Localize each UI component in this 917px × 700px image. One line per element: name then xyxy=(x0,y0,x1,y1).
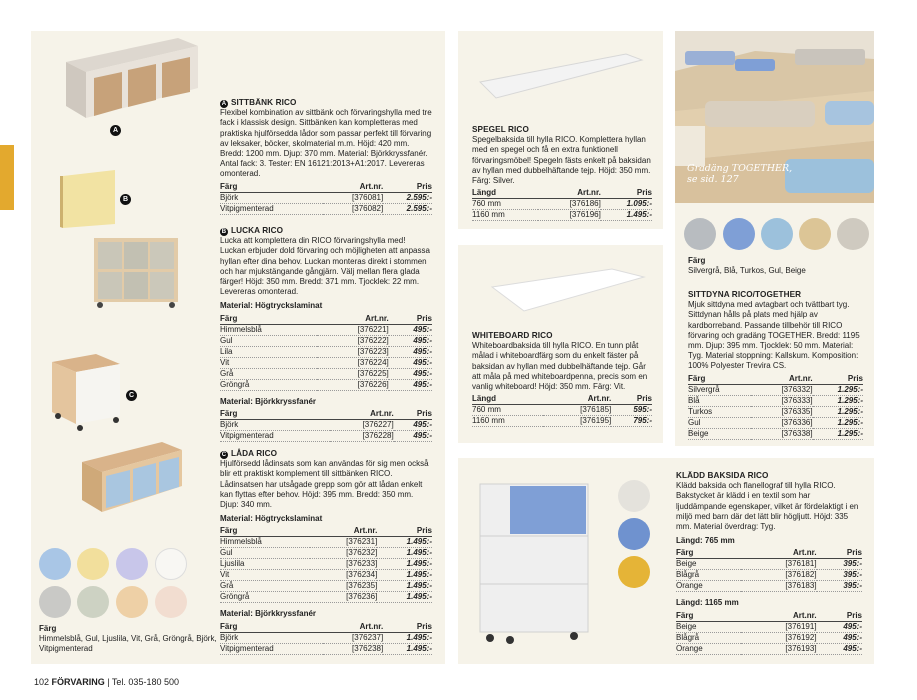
cell-farg: Gul xyxy=(220,548,310,559)
table-row xyxy=(472,199,652,210)
swatch-ljuslila xyxy=(116,548,148,580)
header-pris: Pris xyxy=(601,188,652,199)
lucka-description: Lucka att komplettera din RICO förvaringshylla med! Luckan erbjuder dold förvaring och möjligheten att anpassa hyllan efter dina behov. Luckan monteras direkt i stommen och har mjukstängande gångjärn. Välj mellan flera glada färger! Höjd: 350 mm. Bredd: 371 mm. Tjocklek: 22 mm. Levereras omonterad. xyxy=(220,236,430,297)
header-artnr: Art.nr. xyxy=(323,182,383,193)
lucka-badge-icon: B xyxy=(221,229,227,235)
table-row xyxy=(220,192,432,203)
cell-artnr: [376227] xyxy=(330,419,394,430)
header-artnr: Art.nr. xyxy=(538,188,601,199)
header-pris: Pris xyxy=(383,622,432,633)
header-pris: Pris xyxy=(383,182,432,193)
cell-artnr: [376338] xyxy=(751,428,813,439)
lada-price-table-2 xyxy=(220,622,432,655)
table-row xyxy=(676,581,862,592)
cell-artnr: [376183] xyxy=(741,581,817,592)
header-farg: Färg xyxy=(220,314,317,325)
page-footer xyxy=(34,677,179,687)
cell-pris: 495:- xyxy=(394,430,432,441)
cell-pris: 395:- xyxy=(817,559,862,570)
kladd-length-2: Längd: 1165 mm xyxy=(676,598,739,608)
cell-artnr: [376196] xyxy=(538,210,601,221)
cell-artnr: [376238] xyxy=(323,643,383,654)
cell-artnr: [376235] xyxy=(310,581,377,592)
table-row xyxy=(220,632,432,643)
header-farg: Färg xyxy=(220,182,323,193)
bench-with-drawers-image xyxy=(78,436,186,518)
cell-langd: 760 mm xyxy=(472,405,543,416)
spegel-title: SPEGEL RICO xyxy=(472,125,529,134)
cell-farg: Silvergrå xyxy=(688,384,751,395)
cell-farg: Gröngrå xyxy=(220,592,310,603)
cell-pris: 495:- xyxy=(817,632,862,643)
cell-farg: Grå xyxy=(220,368,317,379)
header-pris: Pris xyxy=(611,394,652,405)
swatch-beige-fabric xyxy=(618,480,650,512)
footer-phone: Tel. 035-180 500 xyxy=(111,677,179,687)
table-row xyxy=(220,643,432,654)
header-langd: Längd xyxy=(472,394,543,405)
table-row xyxy=(688,406,863,417)
badge-a: A xyxy=(110,125,121,136)
sittbank-title: SITTBÄNK RICO xyxy=(231,98,297,107)
cell-farg: Grå xyxy=(220,581,310,592)
swatch-legend-text: Himmelsblå, Gul, Ljuslila, Vit, Grå, Gröngrå, Björk, Vitpigmenterad xyxy=(39,634,217,654)
header-pris: Pris xyxy=(817,548,862,559)
cell-pris: 495:- xyxy=(389,346,432,357)
photo-caption-line-2: se sid. 127 xyxy=(687,174,739,185)
cell-farg: Björk xyxy=(220,419,330,430)
sittdyna-swatch-label: Färg xyxy=(688,256,706,265)
cell-pris: 1.295:- xyxy=(813,406,863,417)
cell-farg: Gröngrå xyxy=(220,379,317,390)
cell-farg: Gul xyxy=(688,417,751,428)
spegel-price-table xyxy=(472,188,652,221)
swatch-bla xyxy=(723,218,755,250)
swatch-gul xyxy=(77,548,109,580)
cell-farg: Blågrå xyxy=(676,632,741,643)
table-row xyxy=(220,419,432,430)
cell-pris: 1.495:- xyxy=(377,559,432,570)
cell-farg: Vitpigmenterad xyxy=(220,643,323,654)
cell-farg: Blågrå xyxy=(676,570,741,581)
cell-artnr: [376336] xyxy=(751,417,813,428)
cell-pris: 1.495:- xyxy=(383,632,432,643)
cell-farg: Orange xyxy=(676,581,741,592)
swatch-beige xyxy=(837,218,869,250)
header-artnr: Art.nr. xyxy=(310,526,377,537)
cell-pris: 495:- xyxy=(389,379,432,390)
cell-farg: Blå xyxy=(688,395,751,406)
cell-pris: 1.095:- xyxy=(601,199,652,210)
cell-artnr: [376182] xyxy=(741,570,817,581)
cell-artnr: [376335] xyxy=(751,406,813,417)
cell-pris: 1.295:- xyxy=(813,395,863,406)
cell-pris: 1.295:- xyxy=(813,428,863,439)
bench-image xyxy=(58,36,203,131)
cell-farg: Vit xyxy=(220,570,310,581)
table-row xyxy=(220,368,432,379)
box-image xyxy=(46,350,126,432)
cell-pris: 1.495:- xyxy=(601,210,652,221)
cell-farg: Himmelsblå xyxy=(220,324,317,335)
swatch-vitpigmenterad xyxy=(155,586,187,618)
footer-separator: | xyxy=(107,677,110,687)
cell-artnr: [376224] xyxy=(317,357,389,368)
cell-artnr: [376195] xyxy=(543,416,611,427)
cell-pris: 395:- xyxy=(817,581,862,592)
whiteboard-image xyxy=(488,265,648,315)
table-row xyxy=(676,632,862,643)
table-row xyxy=(220,324,432,335)
table-row xyxy=(676,621,862,632)
cell-langd: 1160 mm xyxy=(472,210,538,221)
cell-pris: 495:- xyxy=(817,643,862,654)
cell-artnr: [376186] xyxy=(538,199,601,210)
cell-artnr: [376221] xyxy=(317,324,389,335)
cell-artnr: [376332] xyxy=(751,384,813,395)
sittbank-title-row xyxy=(220,98,432,108)
cell-pris: 495:- xyxy=(389,324,432,335)
swatch-himmelsbla xyxy=(39,548,71,580)
table-row xyxy=(220,357,432,368)
cell-farg: Björk xyxy=(220,632,323,643)
table-row xyxy=(676,570,862,581)
table-row xyxy=(676,559,862,570)
header-langd: Längd xyxy=(472,188,538,199)
cell-pris: 395:- xyxy=(817,570,862,581)
kladd-price-table-2 xyxy=(676,611,862,655)
cell-pris: 1.295:- xyxy=(813,417,863,428)
header-farg: Färg xyxy=(676,611,741,622)
badge-b: B xyxy=(120,194,131,205)
swatch-orange-fabric xyxy=(618,556,650,588)
cell-artnr: [376192] xyxy=(741,632,817,643)
cell-farg: Björk xyxy=(220,192,323,203)
cell-pris: 2.595:- xyxy=(383,192,432,203)
table-row xyxy=(676,643,862,654)
table-row xyxy=(220,548,432,559)
lucka-price-table-1 xyxy=(220,314,432,391)
whiteboard-description: Whiteboardbaksida till hylla RICO. En tunn plåt målad i whiteboardfärg som du enkelt fäster på baksidan av hyllan med dubbelhäftande tejp. Går att måla på med whiteboardpenna, precis som en vanlig whiteboard! Höjd: 350 mm. Färg: Vit. xyxy=(472,341,648,392)
spegel-section xyxy=(472,125,652,221)
table-row xyxy=(688,395,863,406)
cell-farg: Himmelsblå xyxy=(220,537,310,548)
cell-pris: 495:- xyxy=(394,419,432,430)
table-row xyxy=(220,581,432,592)
cell-artnr: [376222] xyxy=(317,335,389,346)
whiteboard-price-table xyxy=(472,394,652,427)
table-row xyxy=(472,416,652,427)
swatch-grongra xyxy=(77,586,109,618)
photo-caption xyxy=(687,163,792,185)
cell-artnr: [376232] xyxy=(310,548,377,559)
kladd-title: KLÄDD BAKSIDA RICO xyxy=(676,471,769,480)
cell-artnr: [376082] xyxy=(323,203,383,214)
swatch-bjork xyxy=(116,586,148,618)
cell-artnr: [376193] xyxy=(741,643,817,654)
cell-farg: Lila xyxy=(220,346,317,357)
badge-c: C xyxy=(126,390,137,401)
header-pris: Pris xyxy=(813,374,863,385)
header-pris: Pris xyxy=(817,611,862,622)
sittdyna-price-table xyxy=(688,374,863,440)
sittdyna-section xyxy=(688,290,863,440)
sittbank-section xyxy=(220,98,432,215)
sittdyna-title: SITTDYNA RICO/TOGETHER xyxy=(688,290,802,299)
lucka-section xyxy=(220,226,432,442)
cell-pris: 1.295:- xyxy=(813,384,863,395)
cell-pris: 1.495:- xyxy=(377,570,432,581)
header-farg: Färg xyxy=(688,374,751,385)
cell-farg: Vitpigmenterad xyxy=(220,203,323,214)
table-row xyxy=(472,405,652,416)
swatch-gra xyxy=(39,586,71,618)
cell-farg: Turkos xyxy=(688,406,751,417)
header-artnr: Art.nr. xyxy=(741,611,817,622)
lada-price-table-1 xyxy=(220,526,432,603)
table-row xyxy=(220,203,432,214)
table-row xyxy=(688,417,863,428)
page-number: 102 xyxy=(34,677,50,687)
door-image xyxy=(58,168,120,230)
cell-langd: 1160 mm xyxy=(472,416,543,427)
cell-farg: Orange xyxy=(676,643,741,654)
header-artnr: Art.nr. xyxy=(330,409,394,420)
cell-pris: 1.495:- xyxy=(377,581,432,592)
section-accent-tab xyxy=(0,145,14,210)
header-artnr: Art.nr. xyxy=(317,314,389,325)
cell-artnr: [376081] xyxy=(323,192,383,203)
cell-pris: 1.495:- xyxy=(377,592,432,603)
lada-section xyxy=(220,449,432,655)
kladd-section xyxy=(676,471,862,655)
cell-pris: 495:- xyxy=(389,368,432,379)
swatch-legend-left xyxy=(39,624,219,655)
mirror-image xyxy=(476,52,646,102)
spegel-description: Spegelbaksida till hylla RICO. Komplettera hyllan med en spegel och få en extra funktionell förvaringsmöbel! Spegeln fästs enkelt på baksidan av hyllan med dubbelhäftande tejp. Höjd: 350 mm. Färg: Silver. xyxy=(472,135,651,186)
lucka-title: LUCKA RICO xyxy=(231,226,284,235)
sittbank-price-table xyxy=(220,182,432,215)
sittdyna-swatch-text: Silvergrå, Blå, Turkos, Gul, Beige xyxy=(688,266,806,276)
lada-material-1: Material: Högtryckslaminat xyxy=(220,514,323,524)
swatch-gul xyxy=(799,218,831,250)
cell-farg: Vit xyxy=(220,357,317,368)
cell-artnr: [376228] xyxy=(330,430,394,441)
header-farg: Färg xyxy=(676,548,741,559)
cell-artnr: [376234] xyxy=(310,570,377,581)
footer-section: FÖRVARING xyxy=(51,677,105,687)
cell-pris: 1.495:- xyxy=(383,643,432,654)
header-pris: Pris xyxy=(389,314,432,325)
table-row xyxy=(220,537,432,548)
cell-artnr: [376236] xyxy=(310,592,377,603)
cell-pris: 2.595:- xyxy=(383,203,432,214)
header-artnr: Art.nr. xyxy=(323,622,383,633)
cell-farg: Ljuslila xyxy=(220,559,310,570)
cell-farg: Vitpigmenterad xyxy=(220,430,330,441)
cell-farg: Beige xyxy=(676,621,741,632)
swatch-legend-label: Färg xyxy=(39,624,57,633)
lada-title: LÅDA RICO xyxy=(231,449,278,458)
cell-artnr: [376181] xyxy=(741,559,817,570)
cell-farg: Beige xyxy=(676,559,741,570)
table-row xyxy=(220,379,432,390)
lucka-material-2: Material: Björkkryssfanér xyxy=(220,396,317,406)
cell-artnr: [376333] xyxy=(751,395,813,406)
header-artnr: Art.nr. xyxy=(741,548,817,559)
kladd-length-1: Längd: 765 mm xyxy=(676,536,735,546)
table-row xyxy=(220,559,432,570)
cell-pris: 495:- xyxy=(389,335,432,346)
table-row xyxy=(688,428,863,439)
cell-pris: 495:- xyxy=(389,357,432,368)
header-artnr: Art.nr. xyxy=(543,394,611,405)
cell-artnr: [376231] xyxy=(310,537,377,548)
cell-artnr: [376223] xyxy=(317,346,389,357)
sittdyna-swatch-legend xyxy=(688,256,868,276)
cell-artnr: [376185] xyxy=(543,405,611,416)
cell-artnr: [376191] xyxy=(741,621,817,632)
lada-title-row xyxy=(220,449,432,459)
swatch-silvergra xyxy=(684,218,716,250)
whiteboard-title: WHITEBOARD RICO xyxy=(472,331,553,340)
table-row xyxy=(220,346,432,357)
lucka-price-table-2 xyxy=(220,409,432,442)
sittdyna-description: Mjuk sittdyna med avtagbart och tvättbart tyg. Sittdynan hålls på plats med hjälp av kardborreband. Passande tillbehör till RICO förvaring och gradäng TOGETHER. Bredd: 1195 mm. Djup: 395 mm. Tjocklek: 50 mm. Material: Tyg. Material stoppning: Kallskum. Komposition: 100% Polyester Trevira CS. xyxy=(688,300,860,371)
cell-artnr: [376237] xyxy=(323,632,383,643)
table-row xyxy=(220,430,432,441)
shelf-with-doors-image xyxy=(90,232,182,312)
cell-artnr: [376233] xyxy=(310,559,377,570)
header-pris: Pris xyxy=(377,526,432,537)
header-farg: Färg xyxy=(220,622,323,633)
cell-farg: Gul xyxy=(220,335,317,346)
table-row xyxy=(220,570,432,581)
table-row xyxy=(688,384,863,395)
swatch-turkos xyxy=(761,218,793,250)
header-farg: Färg xyxy=(220,526,310,537)
lada-material-2: Material: Björkkryssfanér xyxy=(220,609,317,619)
cell-pris: 1.495:- xyxy=(377,548,432,559)
cell-farg: Beige xyxy=(688,428,751,439)
whiteboard-section xyxy=(472,331,652,427)
header-farg: Färg xyxy=(220,409,330,420)
lada-description: Hjulförsedd lådinsats som kan användas för sig men också blir ett praktiskt komplement till sittbänken RICO. Lådinsatsen har utsågade grepp som gör att lådan enkelt kan flyttas efter behov. Höjd: 395 mm. Bredd: 350 mm. Djup: 340 mm. xyxy=(220,459,429,510)
lada-badge-icon: C xyxy=(221,452,227,458)
cell-artnr: [376225] xyxy=(317,368,389,379)
cell-pris: 495:- xyxy=(817,621,862,632)
cell-pris: 595:- xyxy=(611,405,652,416)
photo-caption-line-1: Gradäng TOGETHER, xyxy=(687,163,793,174)
sittbank-badge-icon: A xyxy=(221,101,227,107)
cell-langd: 760 mm xyxy=(472,199,538,210)
lucka-title-row xyxy=(220,226,432,236)
swatch-blagra-fabric xyxy=(618,518,650,550)
cell-artnr: [376226] xyxy=(317,379,389,390)
table-row xyxy=(472,210,652,221)
cell-pris: 795:- xyxy=(611,416,652,427)
sittbank-description: Flexibel kombination av sittbänk och förvaringshylla med tre fack i klassisk design. Sittbänken kan kompletteras med praktiska hjulförsedda lådor som passar perfekt till förvaring av leksaker, böcker, skolmaterial m.m. Höjd: 420 mm. Bredd: 1200 mm. Djup: 370 mm. Material: Björkkryssfanér. Antal fack: 3. Tester: EN 16121:2013+A1:2017. Levereras omonterad. xyxy=(220,108,432,179)
table-row xyxy=(220,335,432,346)
kladd-price-table-1 xyxy=(676,548,862,592)
kladd-description: Klädd baksida och flanellograf till hylla RICO. Bakstycket är klädd i en textil som har ljuddämpande egenskaper, vilket är fördelaktigt i en miljö med barn där det lätt blir högljutt. Höjd: 335 mm. Material överdrag: Tyg. xyxy=(676,481,859,532)
header-artnr: Art.nr. xyxy=(751,374,813,385)
cell-pris: 1.495:- xyxy=(377,537,432,548)
cabinet-image xyxy=(474,480,594,650)
lucka-material-1: Material: Högtryckslaminat xyxy=(220,301,323,311)
table-row xyxy=(220,592,432,603)
swatch-vit xyxy=(155,548,187,580)
header-pris: Pris xyxy=(394,409,432,420)
